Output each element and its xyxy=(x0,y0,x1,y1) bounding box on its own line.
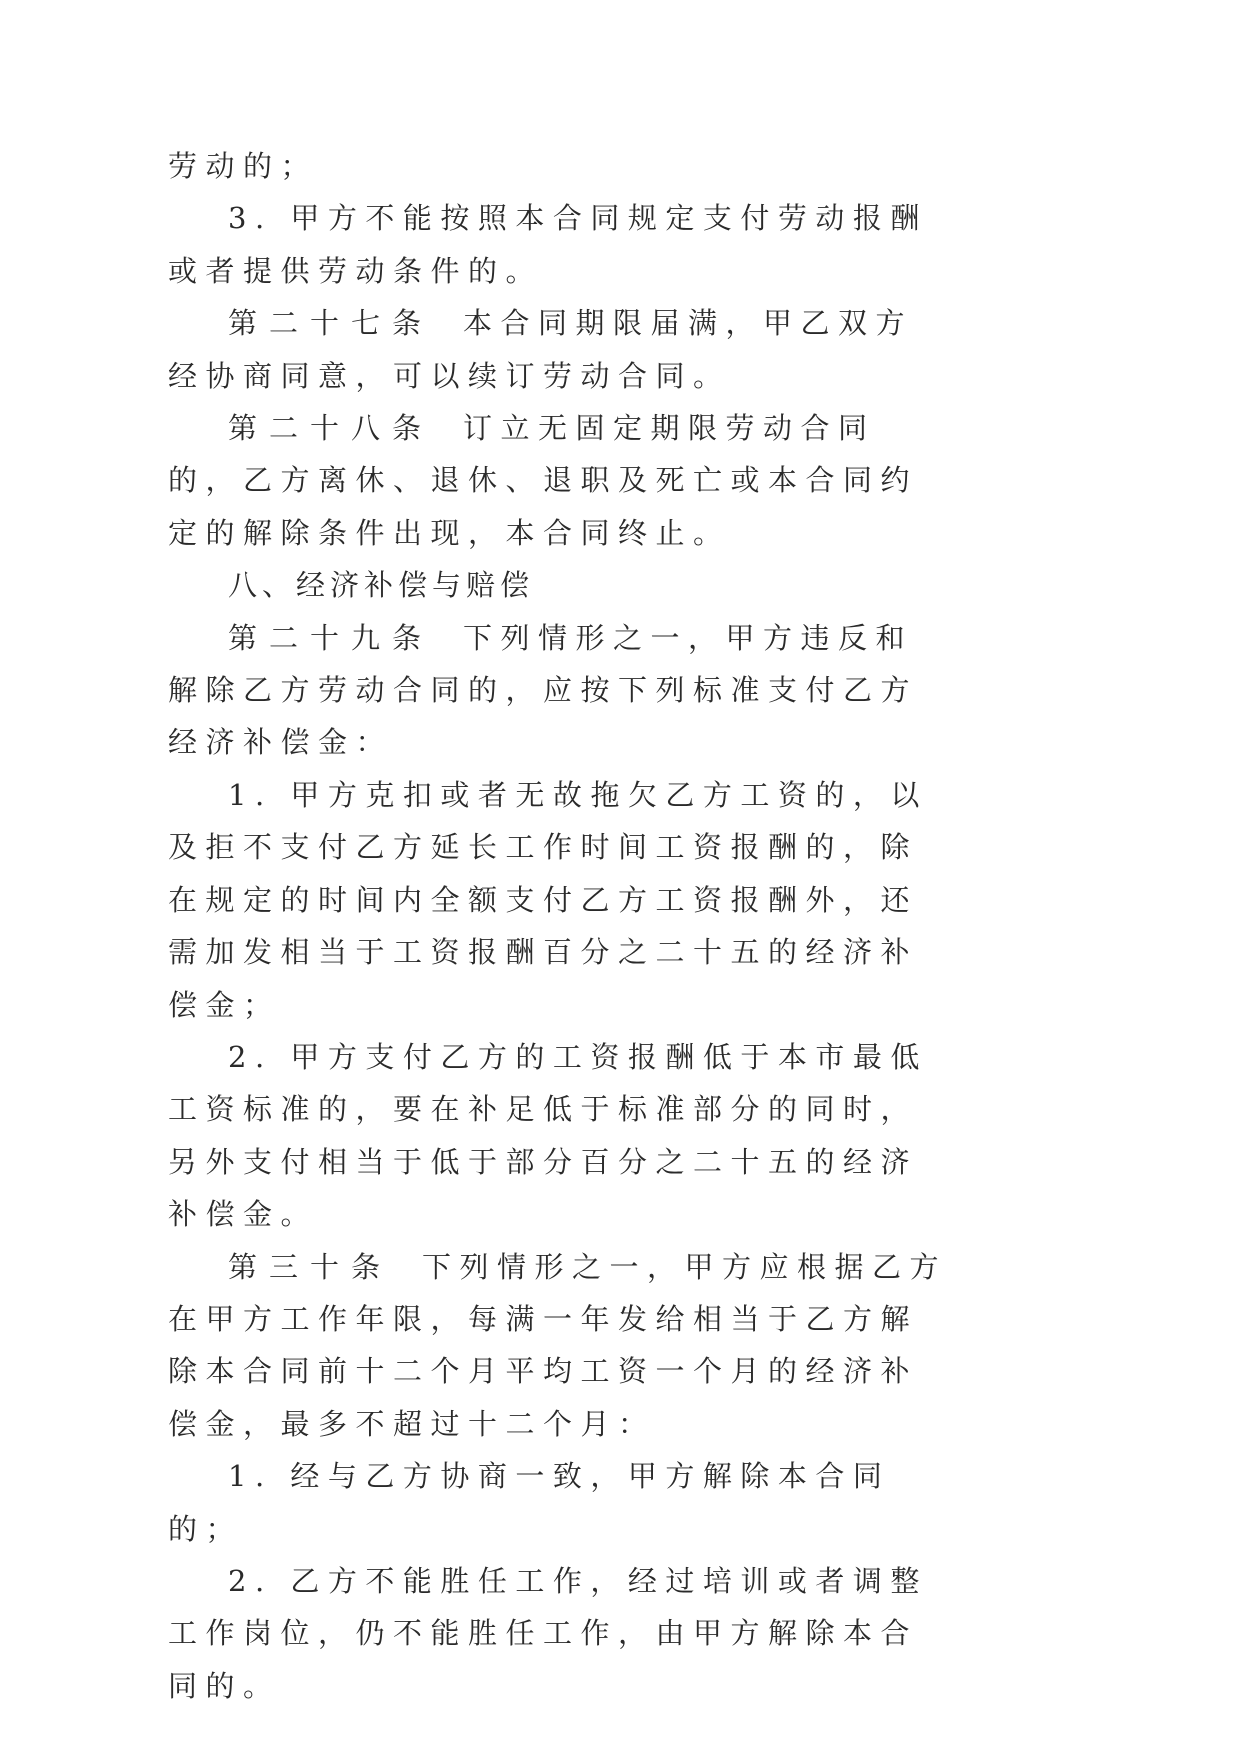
article-30 xyxy=(168,1241,948,1451)
paragraph-text: 3. 甲方不能按照本合同规定支付劳动报酬或者提供劳动条件的。 xyxy=(168,201,928,288)
article-number: 第二十九条 xyxy=(228,620,434,655)
paragraph-text: 下列情形之一，甲方应根据乙方在甲方工作年限，每满一年发给相当于乙方解除本合同前十二个月平均工资一个月的经济补偿金，最多不超过十二个月： xyxy=(168,1249,948,1441)
clause-item-2 xyxy=(168,1555,948,1712)
document-body xyxy=(168,140,948,1712)
paragraph-text: 下列情形之一，甲方违反和解除乙方劳动合同的，应按下列标准支付乙方经济补偿金： xyxy=(168,620,919,760)
clause-item-1 xyxy=(168,1450,948,1555)
paragraph-text: 2. 乙方不能胜任工作，经过培训或者调整工作岗位，仍不能胜任工作，由甲方解除本合同的。 xyxy=(168,1563,928,1703)
paragraph-continuation xyxy=(168,140,948,192)
article-28 xyxy=(168,402,948,559)
paragraph-text: 2. 甲方支付乙方的工资报酬低于本市最低工资标准的，要在补足低于标准部分的同时，另外支付相当于低于部分百分之二十五的经济补偿金。 xyxy=(168,1039,928,1232)
article-number: 第三十条 xyxy=(228,1249,393,1284)
paragraph-text: 劳动的； xyxy=(168,149,319,183)
paragraph-text: 1. 经与乙方协商一致，甲方解除本合同的； xyxy=(168,1459,891,1546)
paragraph-text: 1. 甲方克扣或者无故拖欠乙方工资的，以及拒不支付乙方延长工作时间工资报酬的，除在规定的时间内全额支付乙方工资报酬外，还需加发相当于工资报酬百分之二十五的经济补偿金； xyxy=(168,777,928,1022)
article-27 xyxy=(168,297,948,402)
section-heading xyxy=(168,559,948,611)
section-heading-text: 八、经济补偿与赔偿 xyxy=(228,568,535,603)
clause-item-1 xyxy=(168,769,948,1031)
paragraph-text: 订立无固定期限劳动合同的，乙方离休、退休、退职及死亡或本合同约定的解除条件出现，本合同终止。 xyxy=(168,411,919,550)
clause-item-3 xyxy=(168,192,948,297)
clause-item-2 xyxy=(168,1031,948,1241)
article-number: 第二十七条 xyxy=(228,306,434,341)
article-29 xyxy=(168,612,948,769)
paragraph-text: 本合同期限届满，甲乙双方经协商同意，可以续订劳动合同。 xyxy=(168,306,914,393)
article-number: 第二十八条 xyxy=(228,411,434,446)
